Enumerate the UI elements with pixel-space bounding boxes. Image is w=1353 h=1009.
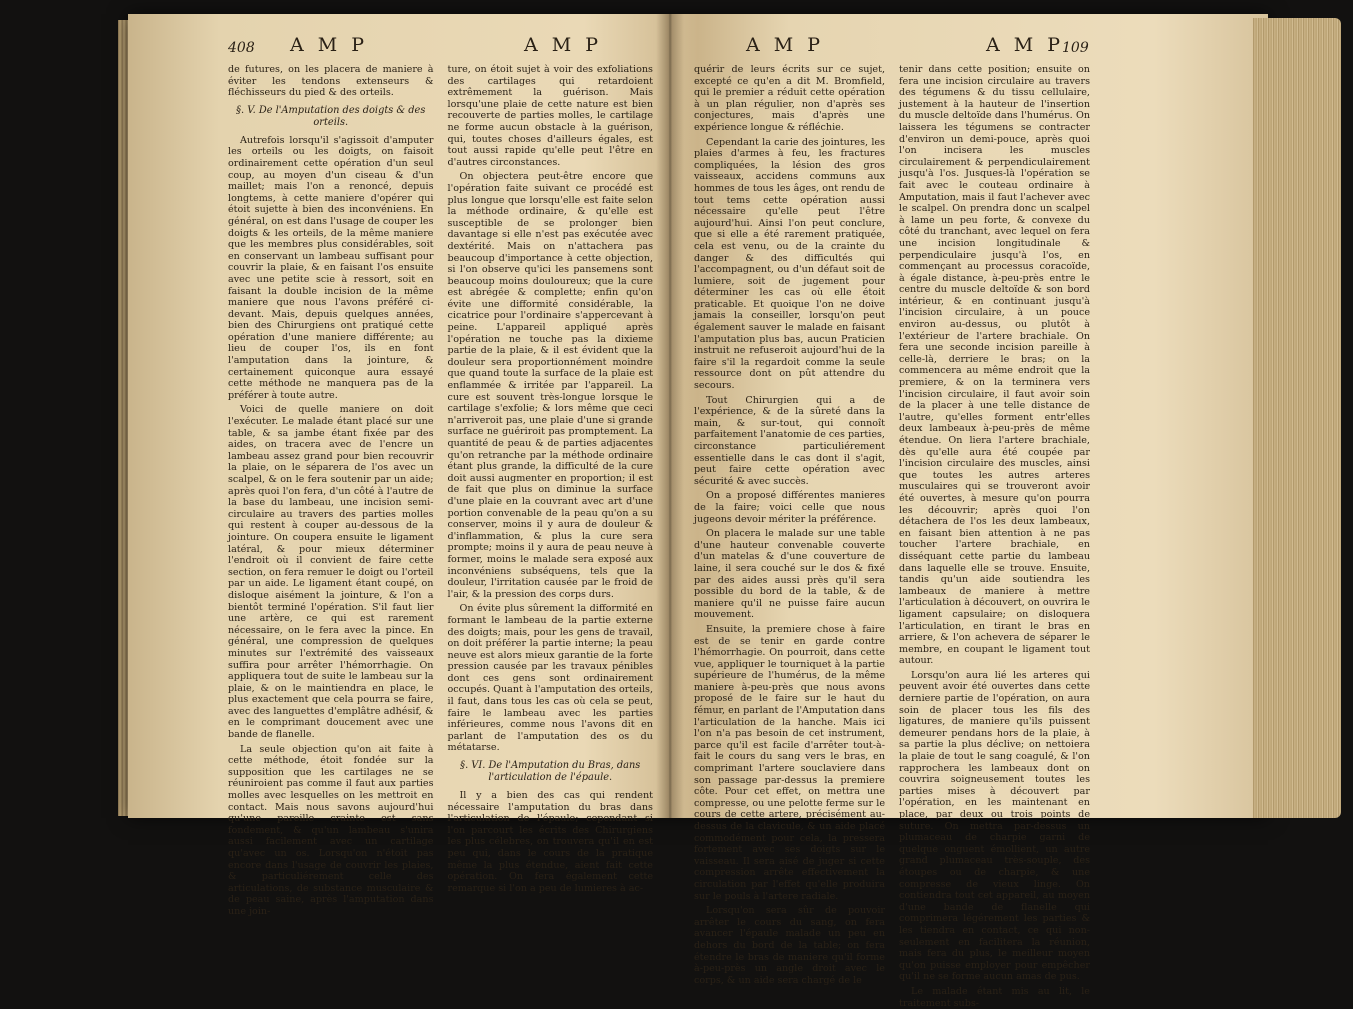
right-running-head-right-word: A M P [986,34,1065,56]
left-page [228,34,653,917]
paragraph: On objectera peut-être encore que l'opération faite suivant ce procédé est plus longue que lorsqu'elle est faite selon la méthode ordinaire, & qu'elle est susceptible de se prolonger bien davantage si elle n'est pas exécutée avec dextérité. Mais on n'attachera pas beaucoup d'importance à cette objection, si l'on observe qu'ici les pansemens sont beaucoup moins douloureux; que la cure est abrégée & complette; enfin qu'on évite une difformité considérable, la cicatrice pour l'ordinaire s'appercevant à peine. L'appareil appliqué après l'opération ne touche pas la dixieme partie de la plaie, & il est évident que la douleur sera proportionnément moindre que quand toute la surface de la plaie est enflammée & irritée par l'appareil. La cure est souvent très-longue lorsque le cartilage s'exfolie; & lors même que ceci n'arriveroit pas, une plaie d'une si grande surface ne guériroit pas promptement. La quantité de peau & de parties adjacentes qu'on retranche par la méthode ordinaire étant plus grande, la difficulté de la cure doit aussi augmenter en proportion; il est de fait que plus on diminue la surface d'une plaie en la couvrant avec art d'une portion convenable de la peau qu'on a su conserver, moins il y aura de douleur & d'inflammation, & plus la cure sera prompte; moins il y aura de peau neuve à former, moins le malade sera exposé aux inconvéniens subséquens, tels que la douleur, l'irritation causée par le froid de l'air, & la pression des corps durs. [447,171,653,600]
right-running-head [694,34,1090,60]
paragraph: Tout Chirurgien qui a de l'expérience, & de la sûreté dans la main, & sur-tout, qui connoît parfaitement l'anatomie de ces parties, circonstance particuliérement essentielle dans le cas dont il s'agit, peut faire cette opération avec sécurité & avec succès. [694,394,885,487]
paragraph: Le malade étant mis au lit, le traitement subs- [899,985,1090,1009]
paragraph-continuation: ture, on étoit sujet à voir des exfoliations des cartilages qui retardoient extrêmement la guérison. Mais lorsqu'une plaie de cette nature est bien recouverte de parties molles, le cartilage ne forme aucun obstacle à la guérison, qui, toutes choses d'ailleurs égales, est tout aussi rapide qu'elle peut l'être en d'autres circonstances. [447,64,653,168]
paragraph: Lorsqu'on aura lié les arteres qui peuvent avoir été ouvertes dans cette derniere partie de l'opération, on aura soin de placer tous les fils des ligatures, de maniere qu'ils puissent demeurer pendans hors de la plaie, à sa partie la plus déclive; on nettoiera la plaie de tout le sang coagulé, & l'on rapprochera les lambeaux dont on couvrira soigneusement toutes les parties mises à découvert par l'opération, en les maintenant en place, par deux ou trois points de suture. On mettra par-dessus un plumaceau de charpie garni de quelque onguent émollient, un autre grand plumaceau très-souple, des étoupes ou de charpie, & une compresse de vieux linge. On contiendra tout cet appareil, au moyen d'une bande de flanelle qui comprimera légérement les parties & les tiendra en contact, ce qui non-seulement en facilitera la réunion, mais fera du plus, le meilleur moyen qu'on puisse employer pour empêcher qu'il ne se forme aucun amas de pus. [899,669,1090,983]
section-heading: §. VI. De l'Amputation du Bras, dans l'articulation de l'épaule. [460,760,641,784]
paragraph: On a proposé différentes manieres de la faire; voici celle que nous jugeons devoir mériter la préférence. [694,490,885,525]
paragraph: Lorsqu'on sera sûr de pouvoir arrêter le cours du sang, on fera avancer l'épaule malade un peu en dehors du bord de la table; on fera étendre le bras de maniere qu'il forme à-peu-près un angle droit avec le corps, & un aide sera chargé de le [694,905,885,986]
paragraph: Cependant la carie des jointures, les plaies d'armes à feu, les fractures compliquées, la lésion des gros vaisseaux, accidens communs aux hommes de tous les âges, ont rendu de tout tems cette opération aussi nécessaire qu'elle peut l'être aujourd'hui. Ainsi l'on peut conclure, que si elle a été rarement pratiquée, cela est venu, ou de la crainte du danger & des difficultés qui l'accompagnent, ou d'un défaut soit de lumiere, soit de jugement pour déterminer les cas où elle étoit praticable. Et quoique l'on ne doive jamais la conseiller, lorsqu'on peut également sauver le malade en faisant l'amputation plus bas, aucun Praticien instruit ne refuseroit aujourd'hui de la faire s'il la regardoit comme la seule ressource dont on pût attendre du secours. [694,136,885,392]
left-running-head-left-word: A M P [290,34,369,56]
paragraph: Ensuite, la premiere chose à faire est de se tenir en garde contre l'hémorrhagie. On pourroit, dans cette vue, appliquer le tourniquet à la partie supérieure de l'humérus, de la même maniere à-peu-près que nous avons proposé de le faire sur le haut du fémur, en parlant de l'Amputation dans l'articulation de la hanche. Mais ici l'on n'a pas besoin de cet instrument, parce qu'il est facile d'arrêter tout-à-fait le cours du sang vers le bras, en comprimant l'artere souclaviere dans son passage par-dessus la premiere côte. Pour cet effet, on mettra une compresse, ou une pelotte ferme sur le cours de cette artere, précisément au-dessus de la clavicule, & un aide placé commodément pour cela, la pressera fortement avec ses doigts sur le vaisseau. Il sera aisé de juger si cette compression arrête effectivement la circulation par l'effet qu'elle produira sur le pouls à l'artere radiale. [694,623,885,902]
paragraph: On placera le malade sur une table d'une hauteur convenable couverte d'un matelas & d'une couverture de laine, il sera couché sur le dos & fixé par des aides aussi près qu'il sera possible du bord de la table, & de maniere qu'il ne puisse faire aucun mouvement. [694,528,885,621]
left-running-head [228,34,653,60]
paragraph-continuation: de futures, on les placera de maniere à éviter les tendons extenseurs & fléchisseurs du pied & des orteils. [228,64,434,99]
right-page-number: 109 [1062,40,1089,56]
paragraph-continuation: quérir de leurs écrits sur ce sujet, excepté ce qu'en a dit M. Bromfield, qui le premier a réduit cette opération à un plan régulier, non d'après ses conjectures, mais d'après une expérience longue & réfléchie. [694,64,885,133]
left-page-column-1 [228,64,434,917]
paragraph: On évite plus sûrement la difformité en formant le lambeau de la partie externe des doigts; mais, pour les gens de travail, on doit préférer la partie interne; la peau neuve est alors mieux garantie de la forte pression causée par les travaux pénibles dont ces gens sont ordinairement occupés. Quant à l'amputation des orteils, il faut, dans tous les cas où cela se peut, faire le lambeau avec les parties inférieures, comme nous l'avons dit en parlant de l'amputation des os du métatarse. [447,603,653,754]
paragraph: Il y a bien des cas qui rendent nécessaire l'amputation du bras dans l'articulation de l'épaule; cependant si l'on parcourt les écrits des Chirurgiens les plus célebres, on trouvera qu'il en est peu qui, dans le cours de la pratique même la plus étendue, aient fait cette opération. On fera également cette remarque si l'on a peu de lumieres à ac- [447,790,653,894]
right-page-column-1 [694,64,885,986]
book-gutter [656,14,684,818]
left-page-column-2 [447,64,654,894]
paragraph-continuation: tenir dans cette position; ensuite on fera une incision circulaire au travers des tégumens & du tissu cellulaire, justement à la hauteur de l'insertion du muscle deltoïde dans l'humérus. On laissera les tégumens se contracter d'environ un demi-pouce, après quoi l'on incisera les muscles circulairement & perpendiculairement jusqu'à l'os. Jusques-là l'opération se fait avec le couteau ordinaire à Amputation, mais il faut l'achever avec le scalpel. On prendra donc un scalpel à lame un peu forte, & convexe du côté du tranchant, avec lequel on fera une incision longitudinale & perpendiculaire jusqu'à l'os, en commençant au processus coracoïde, à égale distance, à-peu-près entre le centre du muscle deltoïde & son bord intérieur, & en continuant jusqu'à l'incision circulaire, à un pouce environ au-dessus, ou plutôt à l'extérieur de l'artere brachiale. On fera une seconde incision pareille à celle-là, derriere le bras; on la commencera au même endroit que la premiere, & on la terminera vers l'incision circulaire, il faut avoir soin de la placer à une telle distance de l'autre, qu'elles forment entr'elles deux lambeaux à-peu-près de même étendue. On liera l'artere brachiale, dès qu'elle aura été coupée par l'incision circulaire des muscles, ainsi que toutes les autres arteres musculaires qui se trouveront avoir été ouvertes, à mesure qu'on pourra les découvrir; après quoi l'on détachera de l'os les deux lambeaux, en faisant bien attention à ne pas toucher l'artere brachiale, en disséquant cette partie du lambeau dans laquelle elle se trouve. Ensuite, tandis qu'un aide soutiendra les lambeaux de maniere à mettre l'articulation à découvert, on ouvrira le ligament capsulaire; on disloquera l'articulation, en tirant le bras en arriere, & l'on achevera de séparer le membre, en coupant le ligament tout autour. [899,64,1090,667]
paragraph: Autrefois lorsqu'il s'agissoit d'amputer les orteils ou les doigts, on faisoit ordinairement cette opération d'un seul coup, au moyen d'un ciseau & d'un maillet; mais l'on a renoncé, depuis longtems, à cette maniere d'opérer qui étoit sujette à bien des inconvéniens. En général, on est dans l'usage de couper les doigts & les orteils, de la même maniere que les membres plus considérables, soit en conservant un lambeau suffisant pour couvrir la plaie, & en faisant l'os ensuite avec une petite scie à ressort, soit en faisant la double incision de la même maniere que nous l'avons préféré ci-devant. Mais, depuis quelques années, bien des Chirurgiens ont pratiqué cette opération d'une maniere différente; au lieu de couper l'os, ils en font l'amputation dans la jointure, & certainement quiconque aura essayé cette méthode ne manquera pas de la préférer à toute autre. [228,134,434,401]
paragraph: Voici de quelle maniere on doit l'exécuter. Le malade étant placé sur une table, & sa jambe étant fixée par des aides, on tracera avec de l'encre un lambeau assez grand pour bien recouvrir la plaie, on le séparera de l'os avec un scalpel, & on le fera soutenir par un aide; après quoi l'on fera, d'un côté à l'autre de la base du lambeau, une incision semi-circulaire au travers des parties molles qui restent à couper au-dessous de la jointure. On coupera ensuite le ligament latéral, & pour mieux déterminer l'endroit où il convient de faire cette section, on fera remuer le doigt ou l'orteil par un aide. Le ligament étant coupé, on disloque aisément la jointure, & l'on a bientôt terminé l'opération. S'il faut lier une artère, ce qui est rarement nécessaire, on le fera avec la pince. En général, une compression de quelques minutes sur l'extrémité des vaisseaux suffira pour arrêter l'hémorrhagie. On appliquera tout de suite le lambeau sur la plaie, & on le maintiendra en place, le plus exactement que cela pourra se faire, avec des languettes d'emplâtre adhésif, & en le comprimant doucement avec une bande de flanelle. [228,404,434,741]
right-page [694,34,1090,1009]
left-page-number: 408 [228,40,255,56]
book-right-page-edges [1253,18,1341,818]
section-heading: §. V. De l'Amputation des doigts & des orteils. [236,104,426,128]
right-page-column-2 [899,64,1090,1009]
paragraph: La seule objection qu'on ait faite à cette méthode, étoit fondée sur la supposition que les cartilages ne se réuniroient pas comme il faut aux parties molles avec lesquelles on les mettroit en contact. Mais nous savons aujourd'hui qu'une pareille crainte est sans fondement, & qu'un lambeau s'unira aussi facilement avec un cartilage qu'avec un os. Lorsqu'on n'étoit pas encore dans l'usage de couvrir les plaies, & particuliérement celle des articulations, de substance musculaire & de peau saine, après l'amputation dans une join- [228,743,434,917]
left-running-head-right-word: A M P [524,34,603,56]
right-running-head-left-word: A M P [746,34,825,56]
